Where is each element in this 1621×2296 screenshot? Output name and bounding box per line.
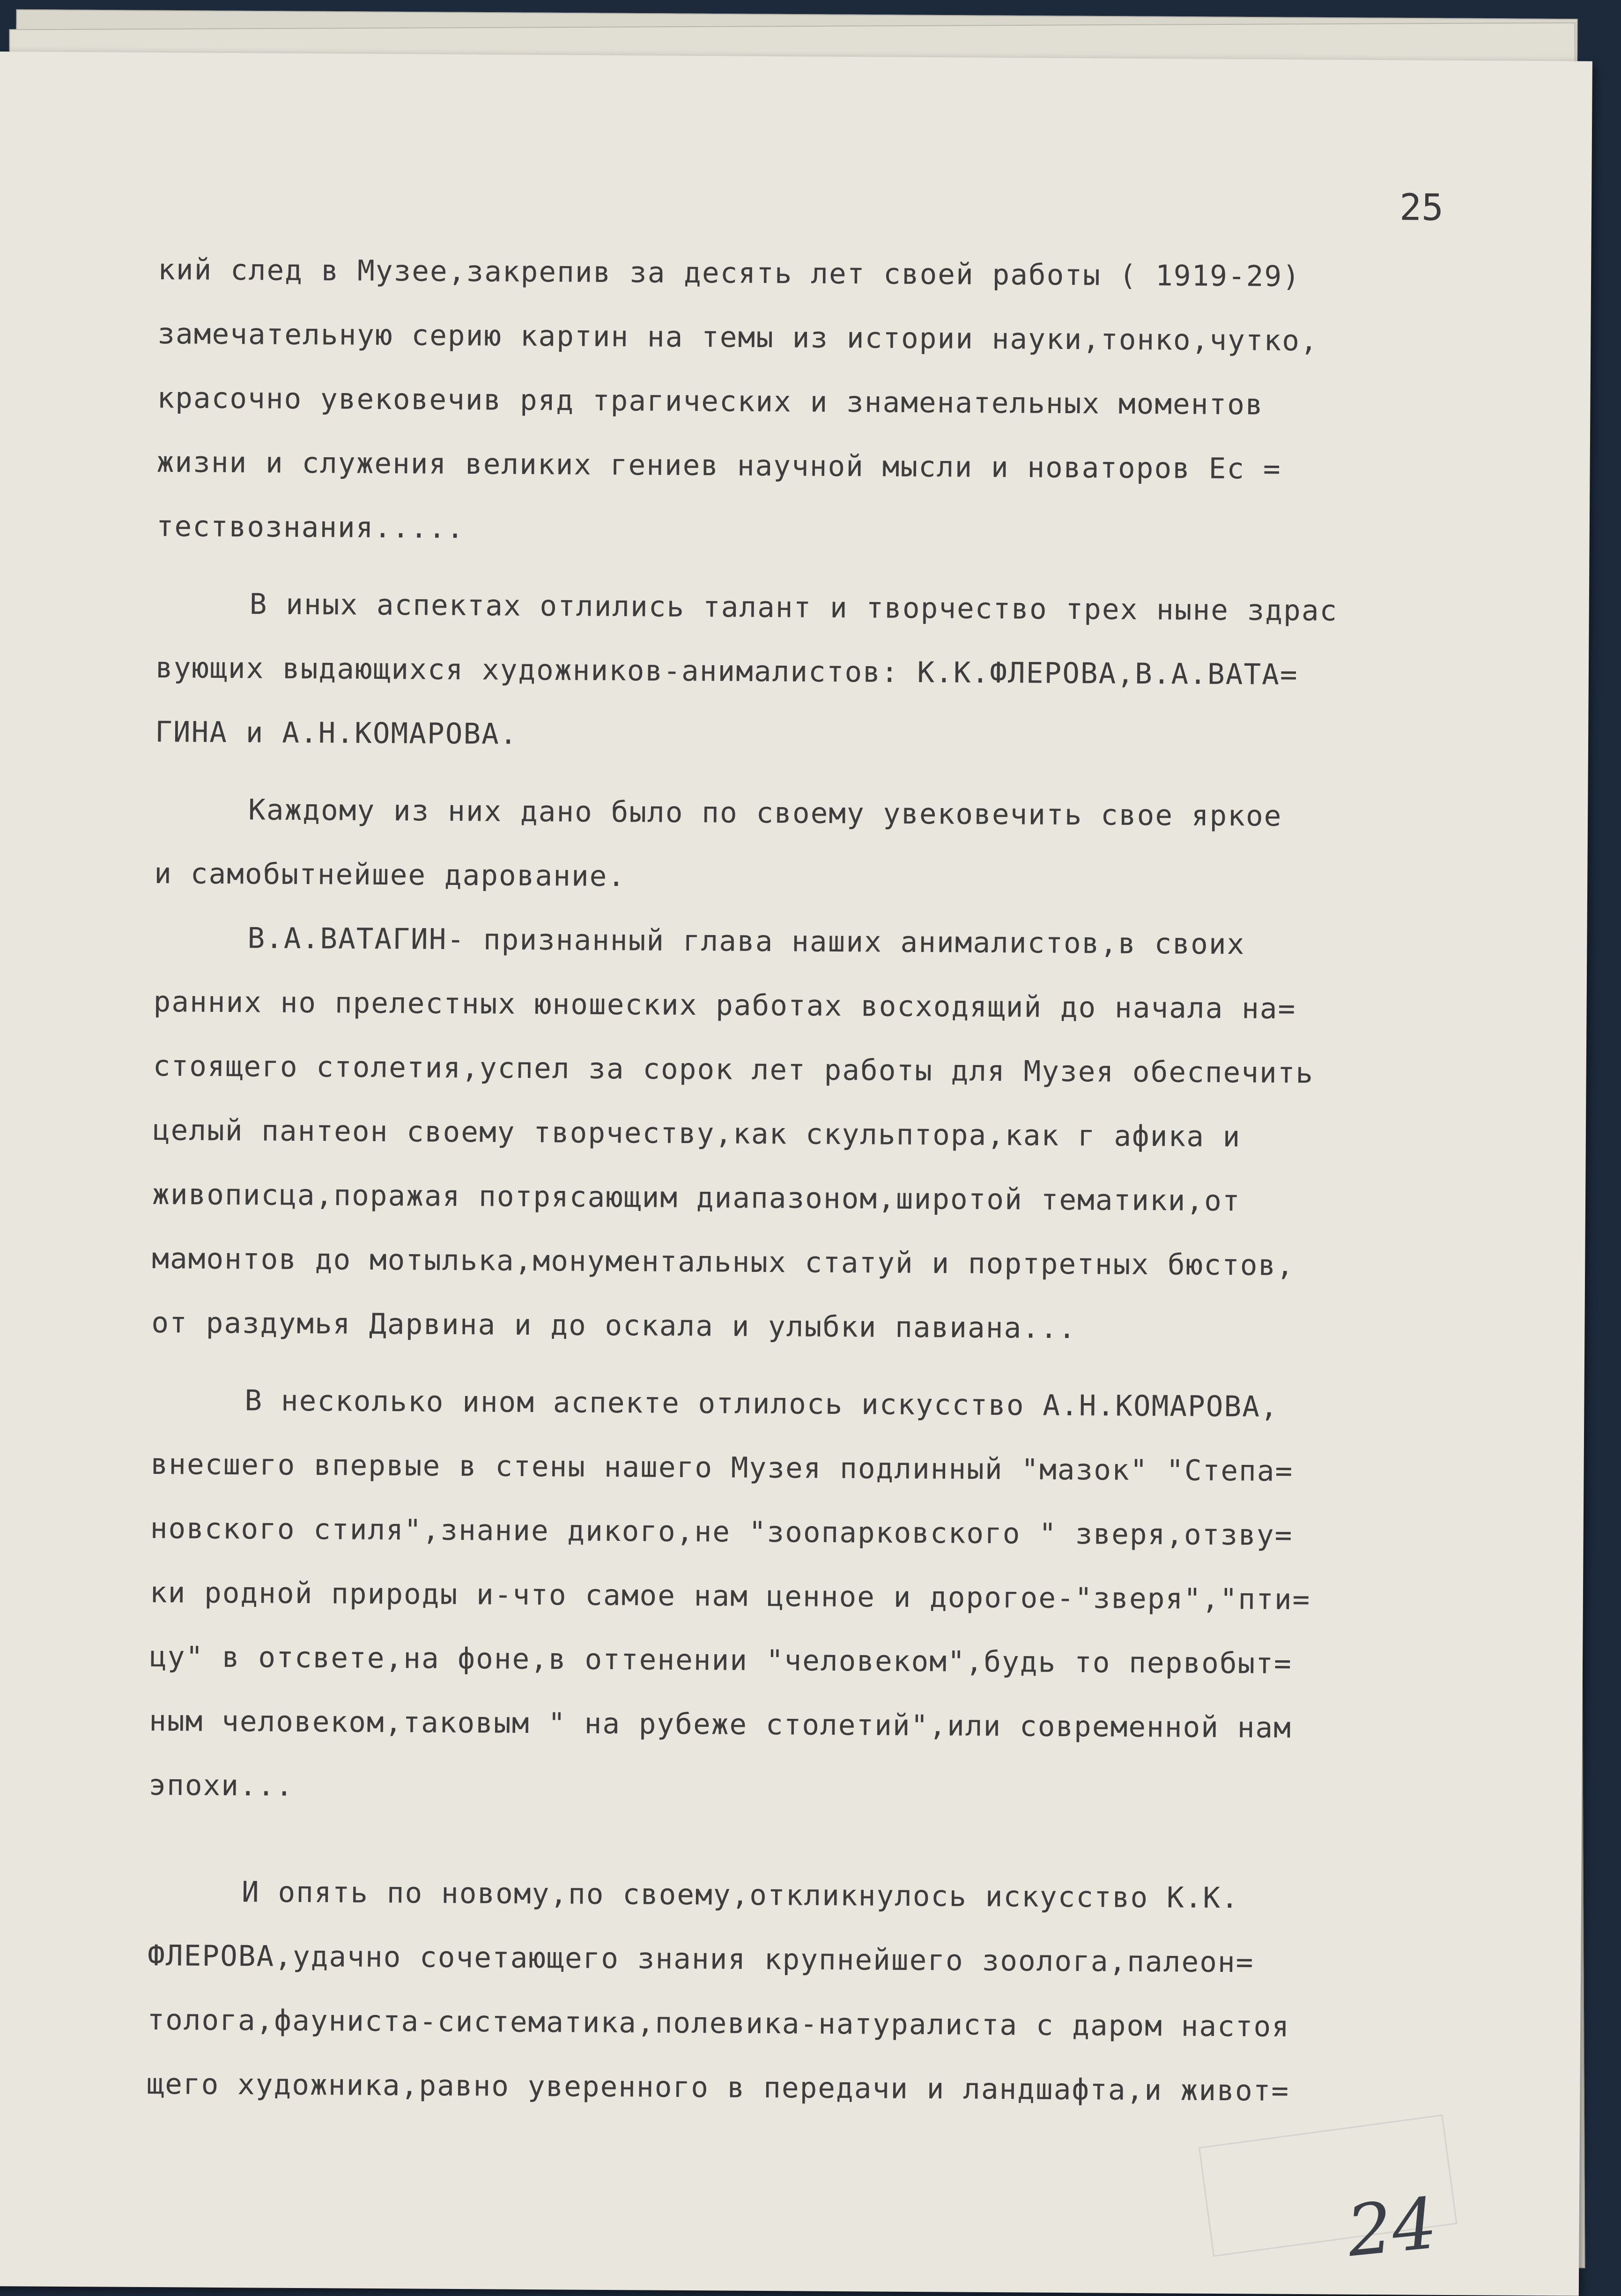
text-line: эпохи... (148, 1768, 294, 1803)
text-line: щего художника,равно уверенного в передачи и ландшафта,и живот= (147, 2067, 1290, 2108)
text-line: жизни и служения великих гениев научной мысли и новаторов Ес = (156, 446, 1281, 486)
text-line: ГИНА и А.Н.КОМАРОВА. (155, 715, 518, 751)
handwritten-page-number: 24 (1343, 2183, 1441, 2273)
text-line: красочно увековечив ряд трагических и знаменательных моментов (157, 381, 1264, 422)
text-line: новского стиля",знание дикого,не "зоопарковского " зверя,отзву= (150, 1512, 1293, 1552)
text-line: целый пантеон своему творчеству,как скульптора,как г афика и (152, 1114, 1241, 1154)
text-line: тествознания..... (156, 510, 465, 545)
text-line: живописца,поражая потрясающим диапазоном,широтой тематики,от (152, 1178, 1241, 1218)
text-line: и самобытнейшее дарование. (154, 857, 626, 893)
text-line: В.А.ВАТАГИН- признанный глава наших анималистов,в своих (247, 921, 1245, 961)
text-line: от раздумья Дарвина и до оскала и улыбки павиана... (151, 1306, 1077, 1345)
text-line: И опять по новому,по своему,откликнулось искусство К.К. (241, 1875, 1240, 1915)
page-number: 25 (1399, 186, 1444, 229)
text-line: ранних но прелестных юношеских работах восходящий до начала на= (153, 985, 1296, 1025)
text-line: внесшего впервые в стены нашего Музея подлинный "мазок" "Степа= (150, 1448, 1294, 1488)
text-line: цу" в отсвете,на фоне,в оттенении "человеком",будь то первобыт= (149, 1640, 1292, 1680)
text-line: замечательную серию картин на темы из истории науки,тонко,чутко, (157, 317, 1318, 358)
text-line: В несколько ином аспекте отлилось искусство А.Н.КОМАРОВА, (244, 1384, 1279, 1424)
text-line: вующих выдающихся художников-анималистов: К.К.ФЛЕРОВА,В.А.ВАТА= (155, 651, 1298, 691)
text-line: ным человеком,таковым " на рубеже столетий",или современной нам (149, 1704, 1292, 1745)
text-line: кий след в Музее,закрепив за десять лет своей работы ( 1919-29) (157, 253, 1301, 293)
text-line: мамонтов до мотылька,монументальных статуй и портретных бюстов, (152, 1242, 1295, 1282)
text-line: стоящего столетия,успел за сорок лет работы для Музея обеспечить (153, 1049, 1314, 1090)
text-line: ки родной природы и-что самое нам ценное и дорогое-"зверя","пти= (149, 1576, 1311, 1617)
text-line: толога,фауниста-систематика,полевика-натуралиста с даром настоя (147, 2003, 1290, 2043)
text-line: Каждому из них дано было по своему увековечить свое яркое (248, 793, 1282, 833)
text-body (147, 238, 1558, 2125)
typewritten-page (0, 52, 1592, 2296)
text-line: В иных аспектах отлились талант и творчество трех ныне здрас (249, 587, 1338, 628)
text-line: ФЛЕРОВА,удачно сочетающего знания крупнейшего зоолога,палеон= (147, 1939, 1254, 1979)
